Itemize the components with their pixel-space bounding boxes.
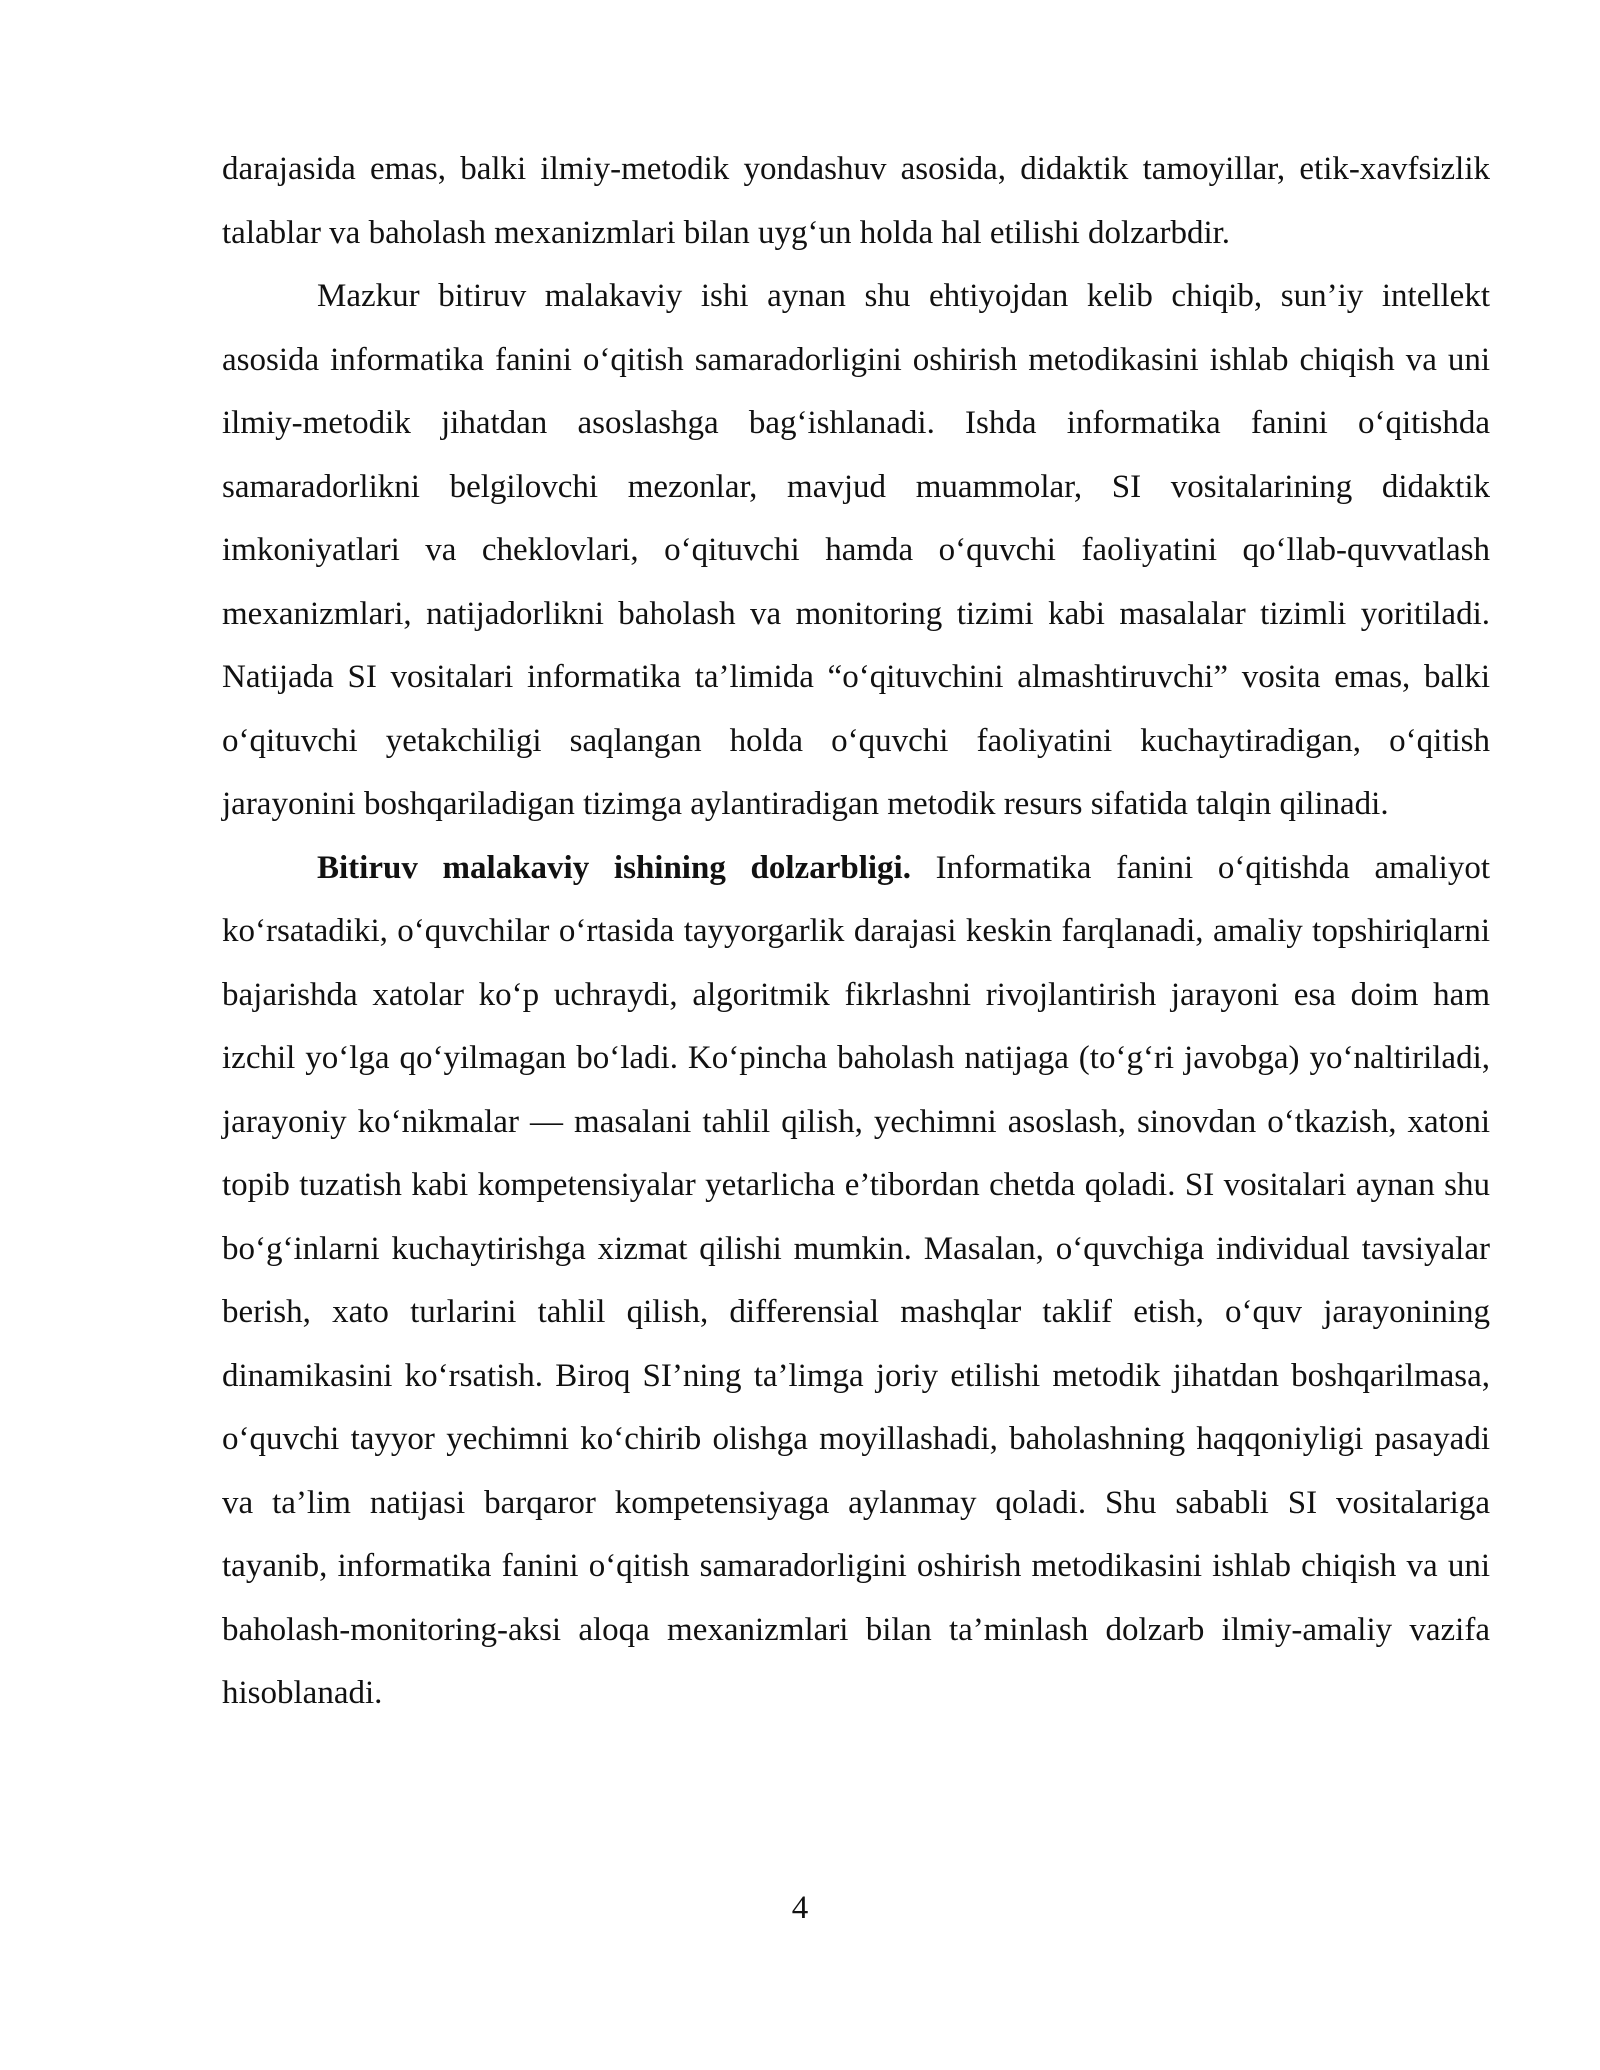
page-body bbox=[222, 138, 1490, 1726]
paragraph-text: Mazkur bitiruv malakaviy ishi aynan shu ehtiyojdan kelib chiqib, sun’iy intellekt asosida informatika fanini o‘qitish samaradorligini oshirish metodikasini ishlab chiqish va uni ilmiy-metodik jihatdan asoslashga bag‘ishlanadi. Ishda informatika fanini o‘qitishda samaradorlikni belgilovchi mezonlar, mavjud muammolar, SI vositalarining didaktik imkoniyatlari va cheklovlari, o‘qituvchi hamda o‘quvchi faoliyatini qo‘llab-quvvatlash mexanizmlari, natijadorlikni baholash va monitoring tizimi kabi masalalar tizimli yoritiladi. Natijada SI vositalari informatika ta’limida “o‘qituvchini almashtiruvchi” vosita emas, balki o‘qituvchi yetakchiligi saqlangan holda o‘quvchi faoliyatini kuchaytiradigan, o‘qitish jarayonini boshqariladigan tizimga aylantiradigan metodik resurs sifatida talqin qilinadi. bbox=[222, 278, 1490, 822]
paragraph-text: Informatika fanini o‘qitishda amaliyot ko‘rsatadiki, o‘quvchilar o‘rtasida tayyorgarlik darajasi keskin farqlanadi, amaliy topshiriqlarni bajarishda xatolar ko‘p uchraydi, algoritmik fikrlashni rivojlantirish jarayoni esa doim ham izchil yo‘lga qo‘yilmagan bo‘ladi. Ko‘pincha baholash natijaga (to‘g‘ri javobga) yo‘naltiriladi, jarayoniy ko‘nikmalar — masalani tahlil qilish, yechimni asoslash, sinovdan o‘tkazish, xatoni topib tuzatish kabi kompetensiyalar yetarlicha e’tibordan chetda qoladi. SI vositalari aynan shu bo‘g‘inlarni kuchaytirishga xizmat qilishi mumkin. Masalan, o‘quvchiga individual tavsiyalar berish, xato turlarini tahlil qilish, differensial mashqlar taklif etish, o‘quv jarayonining dinamikasini ko‘rsatish. Biroq SI’ning ta’limga joriy etilishi metodik jihatdan boshqarilmasa, o‘quvchi tayyor yechimni ko‘chirib olishga moyillashadi, baholashning haqqoniyligi pasayadi va ta’lim natijasi barqaror kompetensiyaga aylanmay qoladi. Shu sababli SI vositalariga tayanib, informatika fanini o‘qitish samaradorligini oshirish metodikasini ishlab chiqish va uni baholash-monitoring-aksi aloqa mexanizmlari bilan ta’minlash dolzarb ilmiy-amaliy vazifa hisoblanadi. bbox=[222, 849, 1490, 1711]
paragraph-text: darajasida emas, balki ilmiy-metodik yondashuv asosida, didaktik tamoyillar, etik-xavfsizlik talablar va baholash mexanizmlari bilan uyg‘un holda hal etilishi dolzarbdir. bbox=[222, 151, 1490, 251]
paragraph-purpose bbox=[222, 265, 1490, 837]
page-number: 4 bbox=[791, 1890, 809, 1926]
paragraph-continuation bbox=[222, 138, 1490, 265]
paragraph-heading: Bitiruv malakaviy ishining dolzarbligi. bbox=[317, 849, 911, 886]
paragraph-relevance bbox=[222, 837, 1490, 1726]
